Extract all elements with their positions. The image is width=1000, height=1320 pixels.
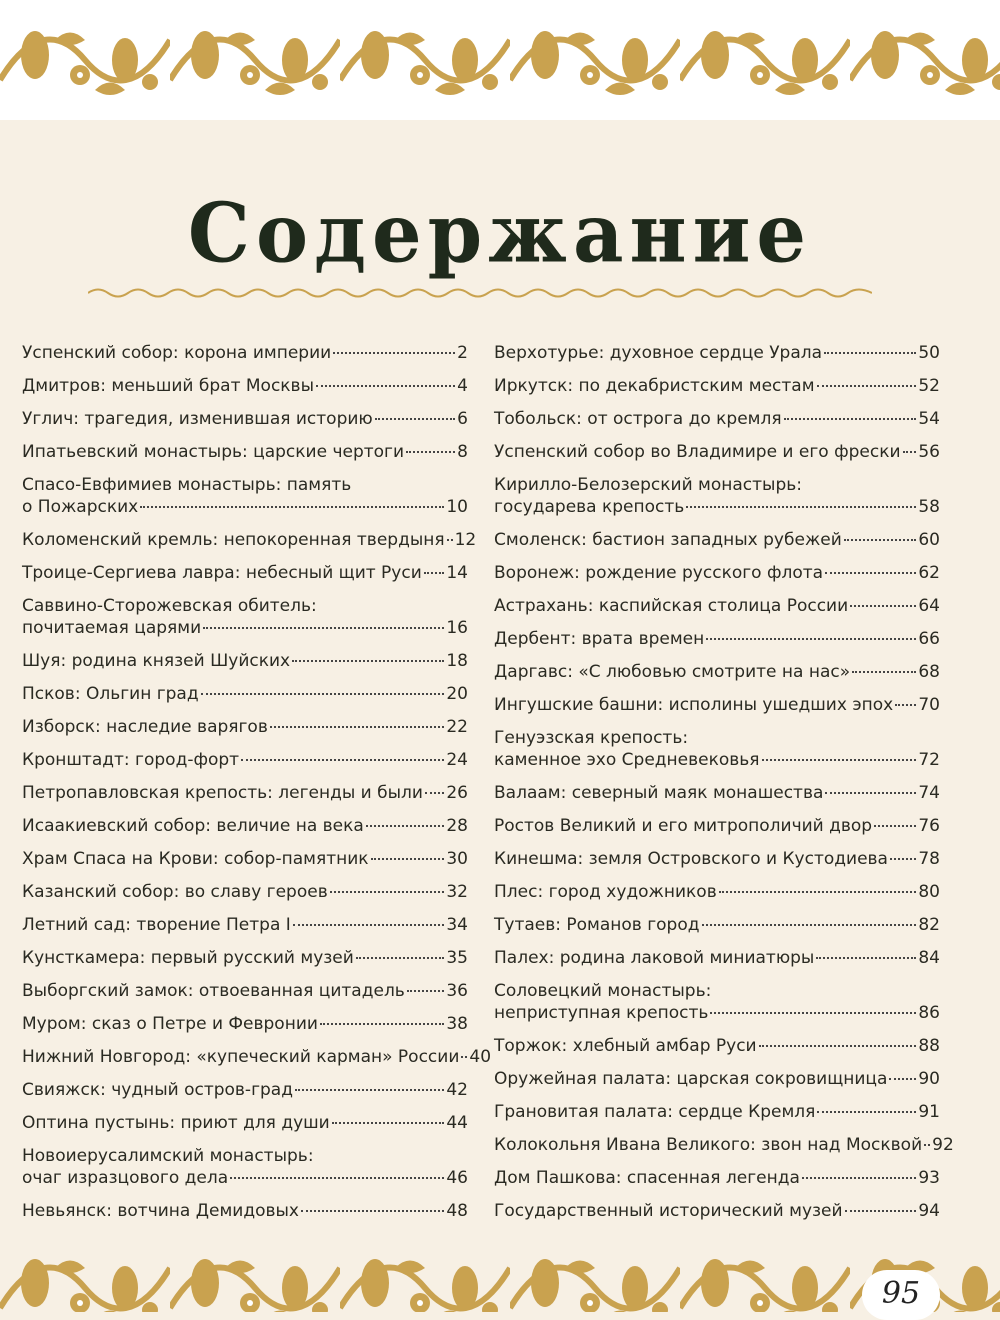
dot-leader	[375, 418, 455, 420]
dot-leader	[824, 352, 916, 354]
toc-entry-title: Успенский собор: корона империи	[22, 343, 332, 363]
toc-entry-title: Воронеж: рождение русского флота	[494, 563, 824, 583]
toc-entry-title: Плес: город художников	[494, 882, 717, 902]
toc-entry-page: 50	[918, 343, 940, 363]
toc-entry[interactable]	[494, 815, 940, 837]
toc-entry-title: Смоленск: бастион западных рубежей	[494, 530, 842, 550]
toc-entry[interactable]	[494, 661, 940, 683]
toc-entry[interactable]	[494, 727, 940, 771]
toc-entry-title: Коломенский кремль: непокоренная твердыня	[22, 530, 445, 550]
toc-entry-title: Кронштадт: город-форт	[22, 750, 240, 770]
toc-entry-page: 54	[918, 409, 940, 429]
toc-entry-page: 76	[918, 816, 940, 836]
title-underline-ornament	[88, 286, 872, 300]
toc-entry[interactable]	[22, 815, 468, 837]
toc-entry-title: Невьянск: вотчина Демидовых	[22, 1201, 299, 1221]
toc-entry-title: Кирилло-Белозерский монастырь:	[494, 475, 802, 495]
dot-leader	[425, 792, 444, 794]
toc-right-column	[494, 342, 954, 1233]
toc-entry[interactable]	[494, 375, 940, 397]
dot-leader	[889, 1078, 916, 1080]
toc-entry-page: 4	[457, 376, 468, 396]
dot-leader	[850, 605, 916, 607]
toc-entry-page: 18	[446, 651, 468, 671]
dot-leader	[333, 352, 455, 354]
dot-leader	[710, 1012, 916, 1014]
dot-leader	[330, 891, 445, 893]
toc-entry-page: 78	[918, 849, 940, 869]
toc-entry-page: 94	[918, 1201, 940, 1221]
toc-entry-title: Новоиерусалимский монастырь:	[22, 1146, 314, 1166]
toc-entry-page: 74	[918, 783, 940, 803]
toc-entry-page: 82	[918, 915, 940, 935]
toc-entry-title: Спасо-Евфимиев монастырь: память	[22, 475, 352, 495]
toc-entry-page: 80	[918, 882, 940, 902]
toc-entry-title: Верхотурье: духовное сердце Урала	[494, 343, 823, 363]
dot-leader	[356, 957, 445, 959]
toc-entry-title: Даргавс: «С любовью смотрите на нас»	[494, 662, 851, 682]
toc-entry-title: неприступная крепость	[494, 1003, 709, 1023]
toc-entry-title: Кинешма: земля Островского и Кустодиева	[494, 849, 888, 869]
toc-entry-title: Торжок: хлебный амбар Руси	[494, 1036, 757, 1056]
dot-leader	[874, 825, 916, 827]
toc-entry-title: Казанский собор: во славу героев	[22, 882, 328, 902]
toc-entry-title: Свияжск: чудный остров-град	[22, 1080, 293, 1100]
toc-entry-title: Выборгский замок: отвоеванная цитадель	[22, 981, 405, 1001]
toc-entry[interactable]	[494, 529, 940, 551]
toc-entry-page: 14	[446, 563, 468, 583]
toc-entry-title: Соловецкий монастырь:	[494, 981, 712, 1001]
toc-entry-page: 56	[918, 442, 940, 462]
toc-entry[interactable]	[22, 947, 468, 969]
toc-entry-page: 68	[918, 662, 940, 682]
toc-entry-page: 46	[446, 1168, 468, 1188]
toc-entry-page: 86	[918, 1003, 940, 1023]
toc-entry[interactable]	[494, 1134, 954, 1156]
toc-entry-title: Дом Пашкова: спасенная легенда	[494, 1168, 800, 1188]
toc-entry-page: 64	[918, 596, 940, 616]
floral-ornament-top	[0, 20, 1000, 98]
toc-entry-title: Иркутск: по декабристским местам	[494, 376, 815, 396]
toc-entry-page: 72	[918, 750, 940, 770]
toc-entry-title: Государственный исторический музей	[494, 1201, 843, 1221]
dot-leader	[293, 924, 445, 926]
toc-entry[interactable]	[494, 1101, 940, 1123]
toc-entry-title: Кунсткамера: первый русский музей	[22, 948, 354, 968]
toc-entry[interactable]	[22, 529, 477, 551]
toc-entry[interactable]	[22, 650, 468, 672]
toc-entry-page: 26	[446, 783, 468, 803]
toc-entry-title: почитаемая царями	[22, 618, 202, 638]
toc-entry[interactable]	[22, 595, 468, 639]
toc-entry-title: каменное эхо Средневековья	[494, 750, 760, 770]
dot-leader	[424, 572, 445, 574]
dot-leader	[825, 792, 916, 794]
dot-leader	[719, 891, 917, 893]
toc-entry-title: очаг изразцового дела	[22, 1168, 229, 1188]
toc-entry-page: 32	[446, 882, 468, 902]
toc-entry-title: Тутаев: Романов город	[494, 915, 700, 935]
dot-leader	[759, 1045, 917, 1047]
toc-entry[interactable]	[494, 562, 940, 584]
toc-entry[interactable]	[22, 848, 468, 870]
dot-leader	[406, 451, 455, 453]
toc-entry-title: Валаам: северный маяк монашества	[494, 783, 824, 803]
toc-entry[interactable]	[22, 683, 468, 705]
toc-entry[interactable]	[494, 782, 940, 804]
toc-entry[interactable]	[22, 408, 468, 430]
toc-entry-page: 66	[918, 629, 940, 649]
toc-entry-page: 60	[918, 530, 940, 550]
toc-entry-page: 90	[918, 1069, 940, 1089]
toc-entry[interactable]	[494, 1035, 940, 1057]
toc-entry[interactable]	[22, 1200, 468, 1222]
toc-entry-title: Ипатьевский монастырь: царские чертоги	[22, 442, 405, 462]
dot-leader	[447, 539, 453, 541]
toc-entry[interactable]	[22, 441, 468, 463]
toc-entry[interactable]	[494, 694, 940, 716]
toc-entry-title: Петропавловская крепость: легенды и были	[22, 783, 423, 803]
toc-entry-page: 38	[446, 1014, 468, 1034]
toc-entry-page: 10	[446, 497, 468, 517]
toc-entry-page: 42	[446, 1080, 468, 1100]
toc-entry[interactable]	[494, 914, 940, 936]
toc-entry[interactable]	[494, 595, 940, 617]
toc-entry[interactable]	[22, 881, 468, 903]
dot-leader	[706, 638, 916, 640]
toc-entry-page: 20	[446, 684, 468, 704]
toc-entry-page: 35	[446, 948, 468, 968]
toc-entry-title: Оптина пустынь: приют для души	[22, 1113, 330, 1133]
dot-leader	[784, 418, 917, 420]
dot-leader	[301, 1210, 444, 1212]
toc-entry-title: Дербент: врата времен	[494, 629, 705, 649]
dot-leader	[320, 1023, 444, 1025]
toc-entry-page: 48	[446, 1201, 468, 1221]
dot-leader	[895, 704, 916, 706]
dot-leader	[203, 627, 444, 629]
dot-leader	[762, 759, 917, 761]
toc-entry-title: Генуэзская крепость:	[494, 728, 689, 748]
toc-entry-page: 62	[918, 563, 940, 583]
toc-entry[interactable]	[494, 342, 940, 364]
floral-ornament-bottom	[0, 1248, 1000, 1312]
toc-entry[interactable]	[22, 749, 468, 771]
toc-entry-page: 36	[446, 981, 468, 1001]
toc-entry[interactable]	[494, 474, 940, 518]
toc-entry-title: Изборск: наследие варягов	[22, 717, 268, 737]
toc-entry[interactable]	[22, 716, 468, 738]
toc-entry-page: 22	[446, 717, 468, 737]
toc-entry-title: Нижний Новгород: «купеческий карман» России	[22, 1047, 460, 1067]
toc-entry[interactable]	[494, 408, 940, 430]
toc-entry-page: 58	[918, 497, 940, 517]
dot-leader	[817, 1111, 916, 1113]
dot-leader	[890, 858, 916, 860]
dot-leader	[140, 506, 444, 508]
dot-leader	[230, 1177, 444, 1179]
toc-entry[interactable]	[494, 1068, 940, 1090]
toc-entry-page: 92	[932, 1135, 954, 1155]
toc-entry-title: Астрахань: каспийская столица России	[494, 596, 849, 616]
toc-entry[interactable]	[22, 1112, 468, 1134]
toc-entry-page: 91	[918, 1102, 940, 1122]
toc-entry-title: Углич: трагедия, изменившая историю	[22, 409, 373, 429]
dot-leader	[270, 726, 445, 728]
toc-entry[interactable]	[494, 1200, 940, 1222]
toc-entry[interactable]	[494, 1167, 940, 1189]
toc-entry[interactable]	[22, 375, 468, 397]
toc-entry-title: Шуя: родина князей Шуйских	[22, 651, 291, 671]
toc-entry[interactable]	[494, 441, 940, 463]
toc-entry[interactable]	[22, 562, 468, 584]
toc-entry-title: Псков: Ольгин град	[22, 684, 199, 704]
dot-leader	[292, 660, 444, 662]
toc-entry[interactable]	[494, 980, 940, 1024]
toc-left-column	[22, 342, 492, 1233]
toc-entry-title: Ингушские башни: исполины ушедших эпох	[494, 695, 894, 715]
toc-entry-title: Тобольск: от острога до кремля	[494, 409, 782, 429]
toc-entry-title: Троице-Сергиева лавра: небесный щит Руси	[22, 563, 422, 583]
toc-entry-page: 44	[446, 1113, 468, 1133]
toc-entry-page: 84	[918, 948, 940, 968]
dot-leader	[686, 506, 916, 508]
dot-leader	[702, 924, 917, 926]
toc-entry-page: 40	[469, 1047, 492, 1067]
toc-entry-title: Исаакиевский собор: величие на века	[22, 816, 364, 836]
toc-entry[interactable]	[22, 1079, 468, 1101]
toc-entry-page: 34	[446, 915, 468, 935]
toc-entry-page: 8	[457, 442, 468, 462]
toc-entry[interactable]	[494, 947, 940, 969]
dot-leader	[332, 1122, 445, 1124]
dot-leader	[366, 825, 445, 827]
dot-leader	[852, 671, 916, 673]
toc-entry[interactable]	[22, 1145, 468, 1189]
toc-entry-page: 52	[918, 376, 940, 396]
toc-entry[interactable]	[494, 881, 940, 903]
toc-entry[interactable]	[22, 782, 468, 804]
toc-entry-page: 28	[446, 816, 468, 836]
toc-entry-title: Успенский собор во Владимире и его фрески	[494, 442, 901, 462]
toc-entry-page: 2	[457, 343, 468, 363]
toc-entry[interactable]	[22, 342, 468, 364]
toc-entry-title: Муром: сказ о Петре и Февронии	[22, 1014, 318, 1034]
toc-entry-title: Храм Спаса на Крови: собор-памятник	[22, 849, 369, 869]
toc-entry-page: 12	[454, 530, 477, 550]
dot-leader	[844, 539, 917, 541]
toc-entry-page: 93	[918, 1168, 940, 1188]
toc-entry-title: Грановитая палата: сердце Кремля	[494, 1102, 816, 1122]
dot-leader	[903, 451, 917, 453]
toc-entry[interactable]	[22, 474, 468, 518]
toc-entry-title: Ростов Великий и его митрополичий двор	[494, 816, 873, 836]
page-number: 95	[862, 1270, 940, 1320]
toc-entry-page: 24	[446, 750, 468, 770]
dot-leader	[845, 1210, 917, 1212]
dot-leader	[924, 1144, 930, 1146]
toc-entry-page: 16	[446, 618, 468, 638]
toc-entry-title: государева крепость	[494, 497, 685, 517]
dot-leader	[371, 858, 445, 860]
dot-leader	[817, 385, 917, 387]
dot-leader	[816, 957, 916, 959]
toc-entry[interactable]	[22, 980, 468, 1002]
toc-entry-page: 70	[918, 695, 940, 715]
page-title: Содержание	[187, 185, 813, 282]
toc-entry-title: Саввино-Сторожевская обитель:	[22, 596, 317, 616]
toc-entry-page: 88	[918, 1036, 940, 1056]
dot-leader	[241, 759, 444, 761]
toc-entry-title: Колокольня Ивана Великого: звон над Москвой	[494, 1135, 923, 1155]
toc-entry-title: Оружейная палата: царская сокровищница	[494, 1069, 888, 1089]
toc-entry-title: Летний сад: творение Петра I	[22, 915, 291, 935]
toc-entry[interactable]	[494, 628, 940, 650]
toc-entry-page: 6	[457, 409, 468, 429]
toc-entry-page: 30	[446, 849, 468, 869]
toc-entry[interactable]	[494, 848, 940, 870]
toc-entry[interactable]	[22, 914, 468, 936]
toc-entry-title: Палех: родина лаковой миниатюры	[494, 948, 815, 968]
toc-entry-title: Дмитров: меньший брат Москвы	[22, 376, 314, 396]
dot-leader	[201, 693, 445, 695]
toc-entry[interactable]	[22, 1046, 492, 1068]
dot-leader	[825, 572, 916, 574]
toc-entry[interactable]	[22, 1013, 468, 1035]
dot-leader	[407, 990, 445, 992]
dot-leader	[461, 1056, 467, 1058]
dot-leader	[802, 1177, 916, 1179]
dot-leader	[316, 385, 455, 387]
toc-entry-title: о Пожарских	[22, 497, 139, 517]
dot-leader	[295, 1089, 444, 1091]
